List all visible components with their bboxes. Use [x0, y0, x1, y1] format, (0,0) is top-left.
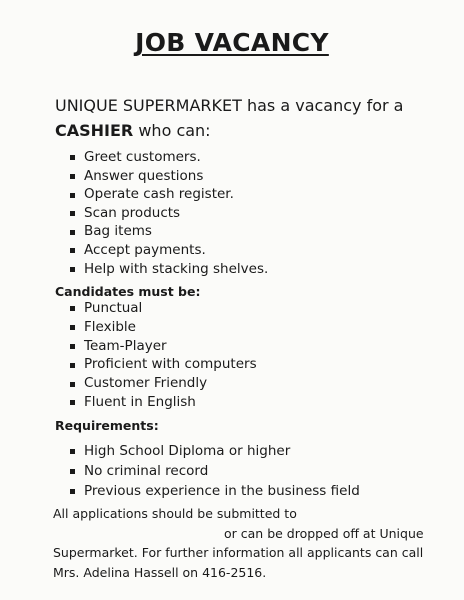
list-item [70, 148, 268, 167]
closing-line-1: All applications should be submitted to [53, 506, 297, 521]
list-item [70, 374, 257, 393]
list-item-text: High School Diploma or higher [84, 443, 291, 459]
closing-line-3: Supermarket. For further information all applicants can call [53, 545, 424, 560]
closing-line-2: or can be dropped off at Unique [224, 526, 424, 541]
list-item [70, 337, 257, 356]
page-title: JOB VACANCY [135, 28, 329, 57]
requirements-heading: Requirements: [55, 418, 159, 433]
list-item-text: Greet customers. [84, 149, 201, 165]
bullet-icon [70, 306, 75, 311]
bullet-icon [70, 363, 75, 368]
list-item-text: Accept payments. [84, 241, 206, 258]
bullet-icon [70, 155, 75, 160]
list-item [70, 355, 257, 374]
list-item-text: Bag items [84, 223, 152, 240]
intro-line-2-rest: who can: [133, 121, 211, 140]
list-item [70, 241, 268, 260]
bullet-icon [70, 449, 75, 454]
list-item [70, 299, 257, 318]
bullet-icon [70, 267, 75, 272]
list-item-text: Answer questions [84, 167, 204, 184]
bullet-icon [70, 400, 75, 405]
list-item-text: Team-Player [84, 337, 167, 354]
list-item [70, 442, 360, 462]
intro-line-1: UNIQUE SUPERMARKET has a vacancy for a [55, 96, 404, 115]
bullet-icon [70, 469, 75, 474]
bullet-icon [70, 174, 75, 179]
bullet-icon [70, 248, 75, 253]
bullet-icon [70, 230, 75, 235]
intro-line-2 [55, 118, 455, 143]
duties-list [70, 148, 268, 278]
position-title: CASHIER [55, 121, 134, 140]
list-item [70, 482, 360, 502]
bullet-icon [70, 382, 75, 387]
list-item-text: Fluent in English [84, 393, 196, 410]
intro-paragraph [55, 93, 455, 143]
bullet-icon [70, 344, 75, 349]
candidates-list [70, 299, 257, 412]
bullet-icon [70, 325, 75, 330]
list-item [70, 318, 257, 337]
closing-line-4: Mrs. Adelina Hassell on 416-2516. [53, 565, 267, 580]
list-item-text: Flexible [84, 318, 136, 335]
list-item-text: No criminal record [84, 462, 209, 479]
list-item-text: Scan products [84, 204, 181, 221]
list-item [70, 462, 360, 482]
list-item [70, 222, 268, 241]
candidates-heading: Candidates must be: [55, 284, 201, 299]
list-item [70, 185, 268, 204]
list-item [70, 393, 257, 412]
bullet-icon [70, 211, 75, 216]
list-item-text: Help with stacking shelves. [84, 260, 269, 277]
requirements-list [70, 442, 360, 501]
list-item-text: Previous experience in the business field [84, 482, 360, 499]
list-item-text: Punctual [84, 300, 143, 316]
list-item-text: Operate cash register. [84, 186, 234, 203]
bullet-icon [70, 193, 75, 198]
list-item-text: Proficient with computers [84, 356, 257, 373]
list-item-text: Customer Friendly [84, 375, 208, 392]
list-item [70, 167, 268, 186]
list-item [70, 260, 268, 279]
list-item [70, 204, 268, 223]
bullet-icon [70, 489, 75, 494]
